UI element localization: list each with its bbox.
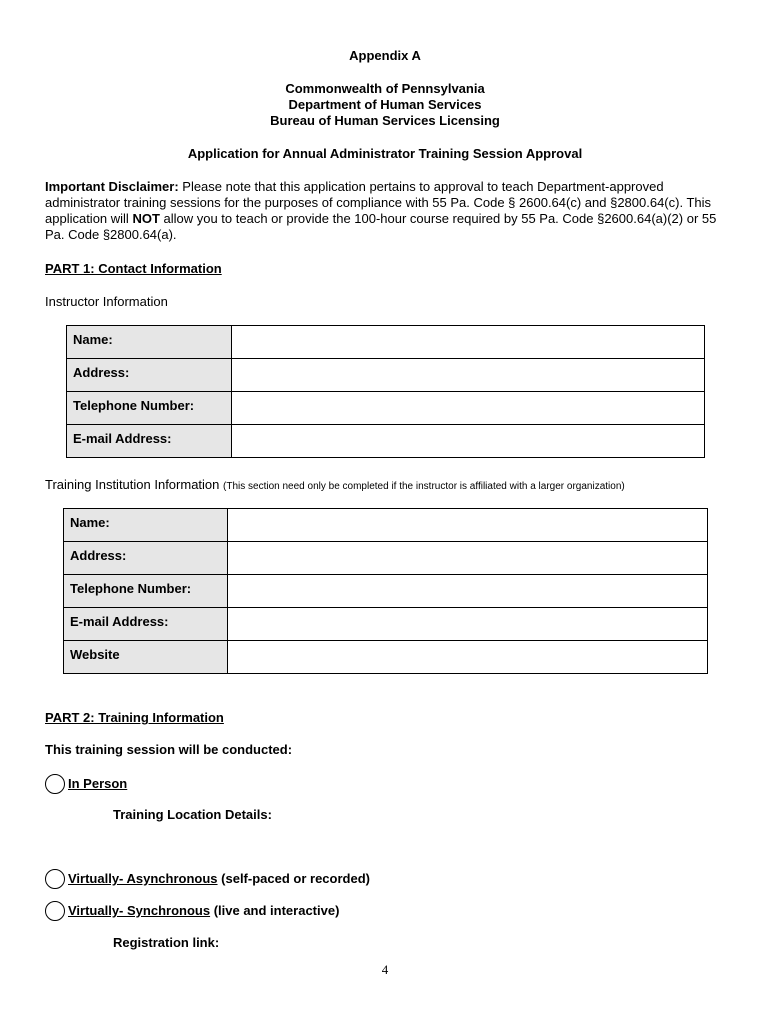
- virtual-async-note: (self-paced or recorded): [217, 871, 370, 886]
- table-row: [67, 425, 705, 458]
- header-bureau: Bureau of Human Services Licensing: [270, 113, 500, 128]
- instructor-telephone-label: Telephone Number:: [67, 392, 232, 425]
- table-row: [64, 608, 708, 641]
- institution-name-field[interactable]: [228, 509, 708, 542]
- disclaimer-not: NOT: [132, 211, 160, 226]
- institution-address-field[interactable]: [228, 542, 708, 575]
- document-title: Application for Annual Administrator Training Session Approval: [187, 146, 583, 161]
- part1-heading: PART 1: Contact Information: [45, 261, 222, 276]
- page-number: 4: [381, 962, 389, 977]
- table-row: [64, 641, 708, 674]
- instructor-info-heading: Instructor Information: [45, 294, 168, 309]
- instructor-email-label: E-mail Address:: [67, 425, 232, 458]
- institution-info-note: (This section need only be completed if the instructor is affiliated with a larger organization): [223, 481, 625, 492]
- table-row: [67, 326, 705, 359]
- conducted-question: This training session will be conducted:: [45, 742, 293, 757]
- institution-address-label: Address:: [64, 542, 228, 575]
- virtual-async-line: [68, 871, 370, 887]
- institution-info-heading: Training Institution Information: [45, 477, 220, 492]
- virtual-async-label: Virtually- Asynchronous: [68, 871, 218, 886]
- instructor-email-field[interactable]: [232, 425, 705, 458]
- table-row: [67, 392, 705, 425]
- institution-email-label: E-mail Address:: [64, 608, 228, 641]
- institution-website-field[interactable]: [228, 641, 708, 674]
- instructor-name-label: Name:: [67, 326, 232, 359]
- table-row: [67, 359, 705, 392]
- disclaimer-text-1: Please note that this application pertains to approval to teach Department-approved administrator training sessions for the purposes of compliance with 55 Pa. Code § 2600.64(c) and §2800.64(c). This application will: [45, 179, 712, 226]
- instructor-address-label: Address:: [67, 359, 232, 392]
- instructor-info-table: [66, 325, 705, 458]
- institution-telephone-label: Telephone Number:: [64, 575, 228, 608]
- institution-telephone-field[interactable]: [228, 575, 708, 608]
- institution-info-table: [63, 508, 708, 674]
- in-person-radio[interactable]: [45, 774, 65, 794]
- instructor-name-field[interactable]: [232, 326, 705, 359]
- virtual-async-radio[interactable]: [45, 869, 65, 889]
- table-row: [64, 575, 708, 608]
- appendix-title: Appendix A: [349, 48, 421, 63]
- virtual-sync-label: Virtually- Synchronous: [68, 903, 211, 918]
- instructor-address-field[interactable]: [232, 359, 705, 392]
- institution-email-field[interactable]: [228, 608, 708, 641]
- virtual-sync-note: (live and interactive): [210, 903, 340, 918]
- disclaimer-paragraph: [45, 179, 735, 243]
- disclaimer-text-2: allow you to teach or provide the 100-hour course required by 55 Pa. Code §2600.64(a)(2) or 55 Pa. Code §2800.64(a).: [45, 211, 717, 242]
- virtual-sync-line: [68, 903, 339, 919]
- virtual-sync-radio[interactable]: [45, 901, 65, 921]
- header-department: Department of Human Services: [288, 97, 482, 112]
- table-row: [64, 509, 708, 542]
- instructor-telephone-field[interactable]: [232, 392, 705, 425]
- institution-website-label: Website: [64, 641, 228, 674]
- table-row: [64, 542, 708, 575]
- training-location-details-label: Training Location Details:: [113, 807, 272, 822]
- registration-link-label: Registration link:: [113, 935, 220, 950]
- header-commonwealth: Commonwealth of Pennsylvania: [285, 81, 485, 96]
- in-person-label: In Person: [68, 776, 128, 791]
- part2-heading: PART 2: Training Information: [45, 710, 224, 725]
- institution-name-label: Name:: [64, 509, 228, 542]
- disclaimer-label: Important Disclaimer:: [45, 179, 179, 194]
- institution-info-heading-line: [45, 477, 625, 495]
